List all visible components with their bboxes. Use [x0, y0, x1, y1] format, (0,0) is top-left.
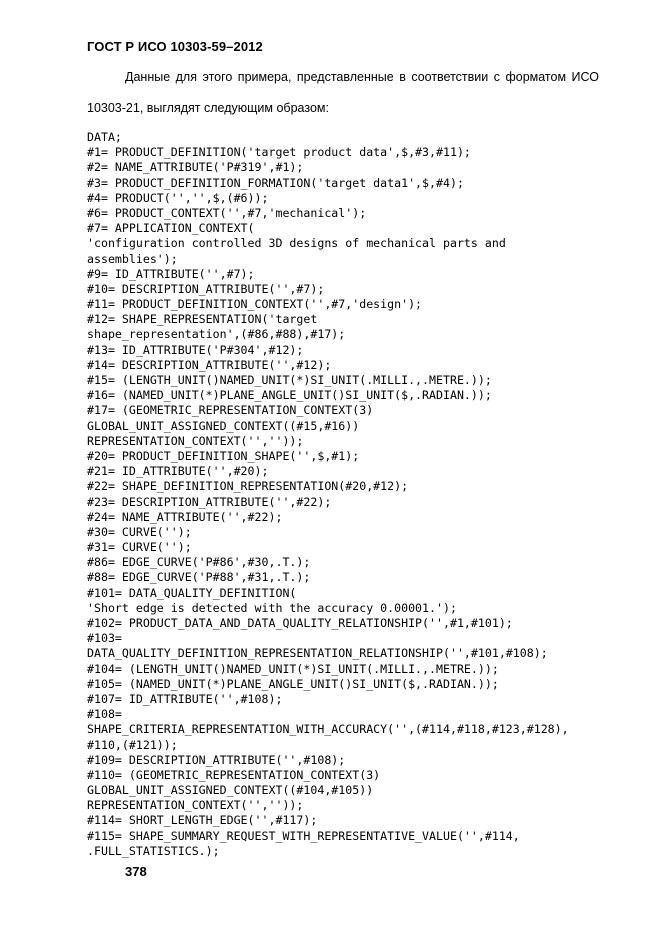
code-line: #102= PRODUCT_DATA_AND_DATA_QUALITY_RELATIONSHIP('',#1,#101);: [87, 616, 513, 630]
code-line: #20= PRODUCT_DEFINITION_SHAPE('',$,#1);: [87, 448, 360, 463]
code-line: 'configuration controlled 3D designs of mechanical parts and: [87, 236, 506, 251]
code-line: #23= DESCRIPTION_ATTRIBUTE('',#22);: [87, 494, 332, 509]
code-line: DATA_QUALITY_DEFINITION_REPRESENTATION_RELATIONSHIP('',#101,#108);: [87, 646, 548, 661]
code-line: #10= DESCRIPTION_ATTRIBUTE('',#7);: [87, 281, 325, 296]
code-line: #107= ID_ATTRIBUTE('',#108);: [87, 691, 283, 706]
code-line: #6= PRODUCT_CONTEXT('',#7,'mechanical');: [87, 205, 367, 220]
code-line: assemblies');: [87, 251, 178, 266]
code-line: shape_representation',(#86,#88),#17);: [87, 327, 346, 342]
code-line: GLOBAL_UNIT_ASSIGNED_CONTEXT((#15,#16)): [87, 418, 360, 433]
code-line: 'Short edge is detected with the accuracy 0.00001.');: [87, 600, 457, 615]
code-line: #9= ID_ATTRIBUTE('',#7);: [87, 266, 255, 281]
code-line: #4= PRODUCT('','',$,(#6));: [87, 190, 269, 205]
code-line: DATA;: [87, 130, 122, 144]
page-number: 378: [125, 864, 147, 879]
code-line: #3= PRODUCT_DEFINITION_FORMATION('target data1',$,#4);: [87, 175, 464, 190]
code-line: #115= SHAPE_SUMMARY_REQUEST_WITH_REPRESENTATIVE_VALUE('',#114,: [87, 828, 520, 843]
code-line: #2= NAME_ATTRIBUTE('P#319',#1);: [87, 160, 304, 175]
code-line: #103=: [87, 631, 122, 646]
code-line: #17= (GEOMETRIC_REPRESENTATION_CONTEXT(3): [87, 403, 374, 418]
code-line: #16= (NAMED_UNIT(*)PLANE_ANGLE_UNIT()SI_UNIT($,.RADIAN.));: [87, 388, 492, 403]
code-line: #24= NAME_ATTRIBUTE('',#22);: [87, 509, 283, 524]
code-line: #114= SHORT_LENGTH_EDGE('',#117);: [87, 813, 318, 828]
step-data-listing: [87, 130, 569, 859]
code-line: #105= (NAMED_UNIT(*)PLANE_ANGLE_UNIT()SI_UNIT($,.RADIAN.));: [87, 676, 499, 691]
code-line: #1= PRODUCT_DEFINITION('target product data',$,#3,#11);: [87, 145, 471, 160]
code-line: .FULL_STATISTICS.);: [87, 843, 220, 858]
code-line: #86= EDGE_CURVE('P#86',#30,.T.);: [87, 555, 311, 570]
code-line: #31= CURVE('');: [87, 540, 192, 555]
code-line: #110,(#121));: [87, 737, 178, 752]
code-line: #101= DATA_QUALITY_DEFINITION(: [87, 585, 297, 600]
code-line: #30= CURVE('');: [87, 524, 192, 539]
code-line: #13= ID_ATTRIBUTE('P#304',#12);: [87, 342, 304, 357]
code-line: #7= APPLICATION_CONTEXT(: [87, 221, 255, 236]
code-line: #11= PRODUCT_DEFINITION_CONTEXT('',#7,'design');: [87, 297, 423, 312]
document-header: ГОСТ Р ИСО 10303-59–2012: [87, 39, 263, 54]
code-line: #109= DESCRIPTION_ATTRIBUTE('',#108);: [87, 752, 346, 767]
code-line: REPRESENTATION_CONTEXT('',''));: [87, 433, 304, 448]
code-line: #12= SHAPE_REPRESENTATION('target: [87, 312, 318, 327]
code-line: #21= ID_ATTRIBUTE('',#20);: [87, 464, 269, 479]
code-line: GLOBAL_UNIT_ASSIGNED_CONTEXT((#104,#105)): [87, 783, 374, 798]
intro-paragraph-line-1: Данные для этого примера, представленные в соответствии с форматом ИСО: [125, 70, 599, 84]
code-line: SHAPE_CRITERIA_REPRESENTATION_WITH_ACCURACY('',(#114,#118,#123,#128),: [87, 722, 569, 737]
code-line: #104= (LENGTH_UNIT()NAMED_UNIT(*)SI_UNIT(.MILLI.,.METRE.));: [87, 661, 499, 676]
code-line: #88= EDGE_CURVE('P#88',#31,.T.);: [87, 570, 311, 585]
code-line: REPRESENTATION_CONTEXT('',''));: [87, 798, 304, 813]
intro-paragraph-line-2: 10303-21, выглядят следующим образом:: [87, 101, 329, 115]
code-line: #15= (LENGTH_UNIT()NAMED_UNIT(*)SI_UNIT(.MILLI.,.METRE.));: [87, 373, 492, 387]
code-line: #22= SHAPE_DEFINITION_REPRESENTATION(#20,#12);: [87, 479, 409, 494]
code-line: #14= DESCRIPTION_ATTRIBUTE('',#12);: [87, 357, 332, 372]
code-line: #108=: [87, 707, 122, 722]
code-line: #110= (GEOMETRIC_REPRESENTATION_CONTEXT(3): [87, 767, 381, 782]
